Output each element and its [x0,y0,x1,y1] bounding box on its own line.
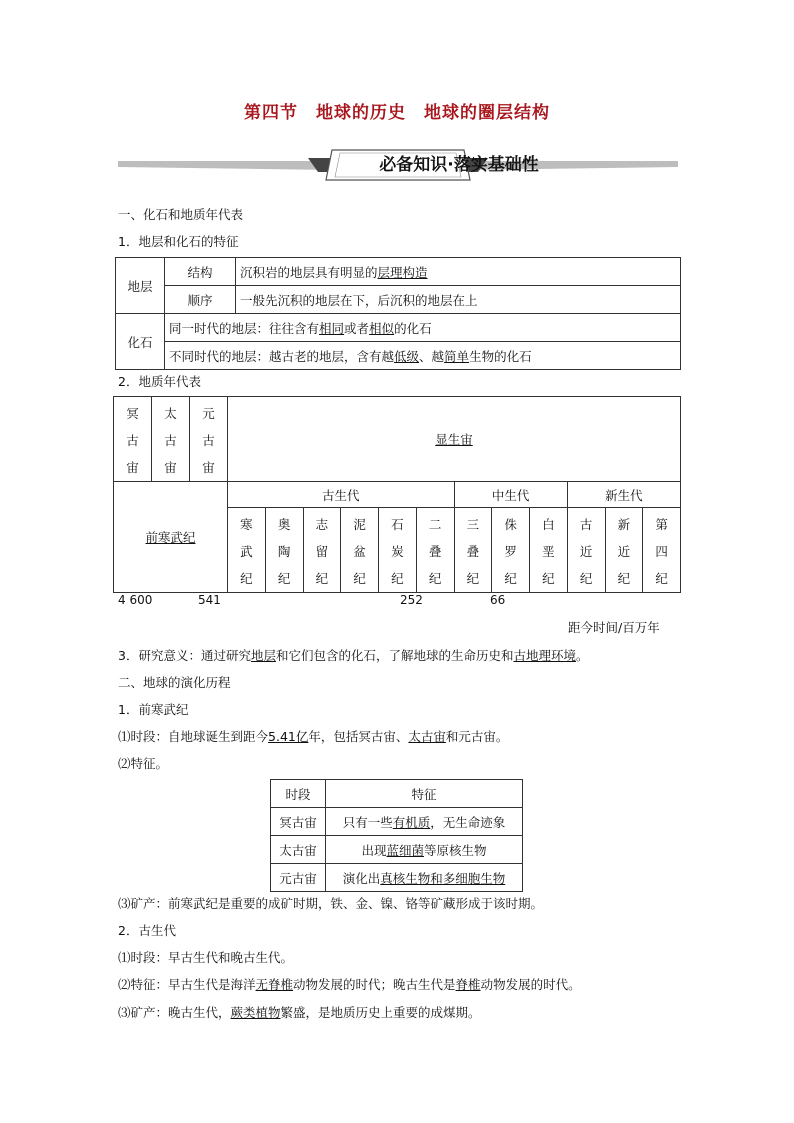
period-ordovician: 奥 陶 纪 [265,508,303,593]
boundary-4600: 4 600 [118,593,153,607]
research-significance: 3．研究意义：通过研究地层和它们包含的化石，了解地球的生命历史和古地理环境。 [118,648,589,663]
precambrian-period: ⑴时段：自地球诞生到距今5.41亿年，包括冥古宙、太古宙和元古宙。 [118,729,509,744]
paleozoic-features: ⑵特征：早古生代是海洋无脊椎动物发展的时代；晚古生代是脊椎动物发展的时代。 [118,977,581,992]
eon-phanerozoic: 显生宙 [228,397,681,482]
row-proterozoic-feature: 演化出真核生物和多细胞生物 [326,864,523,892]
era-paleozoic: 古生代 [228,482,455,508]
period-jurassic: 侏 罗 纪 [492,508,530,593]
subheading-precambrian: 1．前寒武纪 [118,702,189,717]
time-unit-label: 距今时间/百万年 [568,620,660,635]
precambrian-minerals: ⑶矿产：前寒武纪是重要的成矿时期，铁、金、镍、铬等矿藏形成于该时期。 [118,896,544,911]
period-cambrian: 寒 武 纪 [228,508,266,593]
period-paleogene: 古 近 纪 [567,508,605,593]
period-neogene: 新 近 纪 [605,508,643,593]
period-permian: 二 叠 纪 [416,508,454,593]
precambrian-features-table [270,779,523,892]
heading-evolution: 二、地球的演化历程 [118,675,231,690]
eon-hadean: 冥 古 宙 [114,397,152,482]
subheading-paleozoic: 2．古生代 [118,923,176,938]
period-triassic: 三 叠 纪 [454,508,492,593]
row-archean-feature: 出现蓝细菌等原核生物 [326,836,523,864]
page-title: 第四节 地球的历史 地球的圈层结构 [244,103,550,123]
period-silurian: 志 留 纪 [303,508,341,593]
period-cretaceous: 白 垩 纪 [530,508,568,593]
row-hadean-label: 冥古宙 [271,808,326,836]
th-period: 时段 [271,780,326,808]
cell-diceng: 地层 [116,258,165,314]
th-feature: 特征 [326,780,523,808]
precambrian-features-label: ⑵特征。 [118,756,169,771]
strata-fossil-table [115,257,681,370]
cell-jiegou: 结构 [165,258,236,286]
section-banner-text: 必备知识·落实基础性 [379,155,539,175]
cell-shunxu-desc: 一般先沉积的地层在下，后沉积的地层在上 [236,286,681,314]
heading-fossils: 一、化石和地质年代表 [118,207,244,222]
boundary-252: 252 [400,593,423,607]
era-mesozoic: 中生代 [454,482,567,508]
boundary-541: 541 [198,593,221,607]
cell-same-era: 同一时代的地层：往往含有相同或者相似的化石 [165,314,681,342]
period-quaternary: 第 四 纪 [643,508,681,593]
eon-proterozoic: 元 古 宙 [190,397,228,482]
precambrian-cell: 前寒武纪 [114,482,228,593]
subheading-strata: 1．地层和化石的特征 [118,234,239,249]
geologic-timescale-table [113,396,681,593]
cell-huashi: 化石 [116,314,165,370]
subheading-timescale: 2．地质年代表 [118,374,201,389]
row-archean-label: 太古宙 [271,836,326,864]
paleozoic-period: ⑴时段：早古生代和晚古生代。 [118,950,294,965]
cell-diff-era: 不同时代的地层：越古老的地层，含有越低级、越简单生物的化石 [165,342,681,370]
period-carboniferous: 石 炭 纪 [379,508,417,593]
paleozoic-minerals: ⑶矿产：晚古生代，蕨类植物繁盛，是地质历史上重要的成煤期。 [118,1005,481,1020]
eon-archean: 太 古 宙 [152,397,190,482]
period-devonian: 泥 盆 纪 [341,508,379,593]
cell-jiegou-desc: 沉积岩的地层具有明显的层理构造 [236,258,681,286]
cell-shunxu: 顺序 [165,286,236,314]
boundary-66: 66 [490,593,506,607]
era-cenozoic: 新生代 [567,482,680,508]
row-proterozoic-label: 元古宙 [271,864,326,892]
row-hadean-feature: 只有一些有机质，无生命迹象 [326,808,523,836]
